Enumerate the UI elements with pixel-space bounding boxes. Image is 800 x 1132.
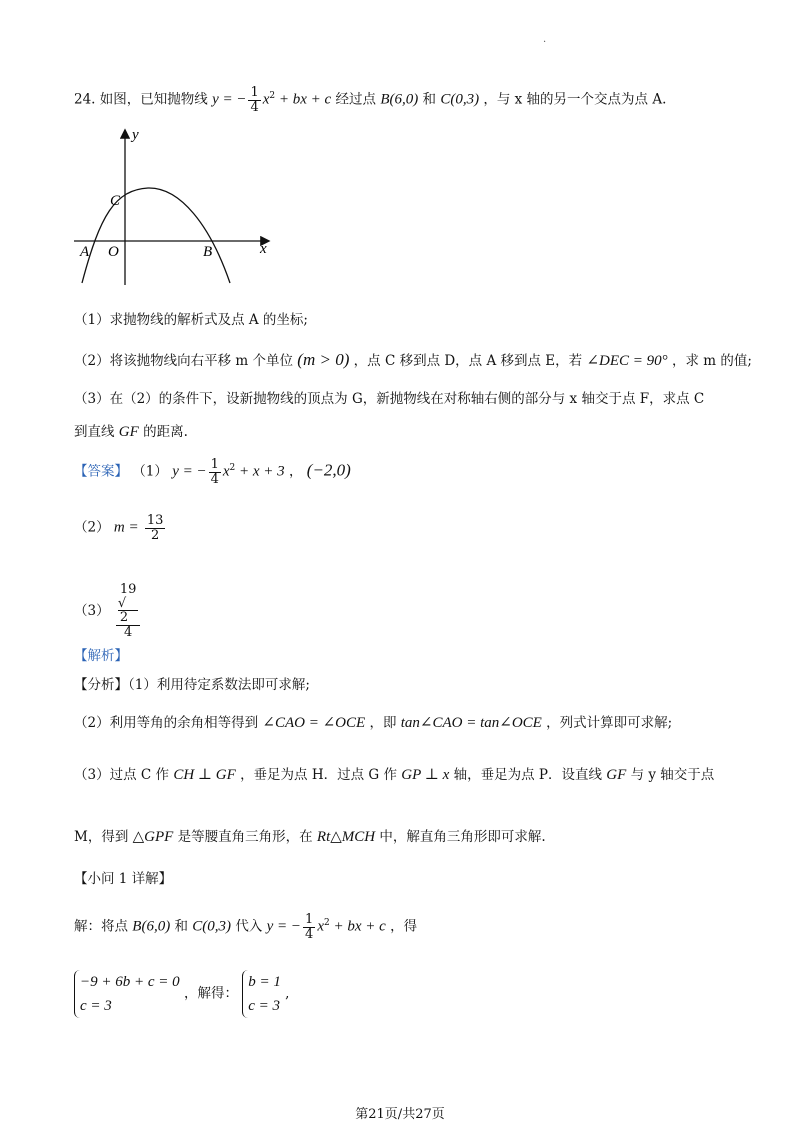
origin-label: O (108, 244, 119, 260)
question-3-line1: （3）在（2）的条件下，设新抛物线的顶点为 G，新抛物线在对称轴右侧的部分与 x 轴交于点 F，求点 C (74, 391, 705, 407)
answer-3: （3） 19 √ 2 4 (74, 583, 142, 640)
answer-2: （2） m = $\frac{13}{2}$ (74, 513, 164, 543)
analysis-line-1: 【分析】（1）利用待定系数法即可求解; (74, 677, 310, 693)
parabola-figure (70, 125, 280, 290)
fraction: $\frac{13}{2}$ (146, 513, 164, 543)
analysis-line-2: （2）利用等角的余角相等得到 ∠CAO = ∠OCE ，即 tan∠CAO = tan∠OCE ，列式计算即可求解; (74, 715, 673, 731)
equation-system-2: b = 1 c = 3 (242, 970, 281, 1018)
page-dot: . (543, 34, 547, 45)
point-a-label: A (80, 244, 90, 260)
fraction: $\frac{1}{4}$ (305, 912, 314, 942)
analysis-line-3: （3）过点 C 作 CH ⊥ GF ，垂足为点 H．过点 G 作 GP ⊥ x 轴，垂足为点 P．设直线 GF 与 y 轴交于点 (74, 767, 715, 783)
answer-tag: 【答案】 (74, 463, 128, 480)
page-footer: 第21页/共27页 (355, 1107, 445, 1122)
question-1: （1）求抛物线的解析式及点 A 的坐标; (74, 312, 308, 328)
analysis-line-4: M，得到 △GPF 是等腰直角三角形，在 Rt△MCH 中，解直角三角形即可求解. (74, 829, 546, 845)
question-2: （2）将该抛物线向右平移 m 个单位 (m > 0) ，点 C 移到点 D，点 A 移到点 E，若 ∠DEC = 90° ，求 m 的值; (74, 350, 752, 369)
answer-1: 【答案】 （1） y = − $\frac{1}{4}$ $x^2 + x + 3$ ， (−2,0) (74, 457, 351, 487)
analysis-tag: 【解析】 (74, 648, 128, 664)
fraction: $\frac{1}{4}$ (250, 85, 259, 115)
detail-title: 【小问 1 详解】 (74, 871, 173, 887)
y-axis-label: y (132, 127, 139, 143)
fraction: 19 √ 2 4 (116, 583, 141, 640)
problem-statement: 24. 如图，已知抛物线 y = − $\frac{1}{4}$ $x^2$ + bx + c 经过点 B(6,0) 和 C(0,3) ，与 x 轴的另一个交点为点 A. (74, 85, 667, 115)
detail-step-1: 解：将点 B(6,0) 和 C(0,3) 代入 y = − $\frac{1}{4}$ $x^2$ + bx + c ，得 (74, 912, 418, 942)
detail-step-2: −9 + 6b + c = 0 c = 3 ，解得： b = 1 c = 3 , (74, 970, 289, 1018)
equation-system-1: −9 + 6b + c = 0 c = 3 (74, 970, 180, 1018)
point-c-label: C (110, 193, 121, 209)
point-b-label: B (203, 244, 213, 260)
question-3-line2: 到直线 GF 的距离. (74, 424, 188, 440)
parabola-curve (82, 188, 230, 283)
fraction: $\frac{1}{4}$ (210, 457, 219, 487)
x-axis-label: x (260, 241, 267, 257)
